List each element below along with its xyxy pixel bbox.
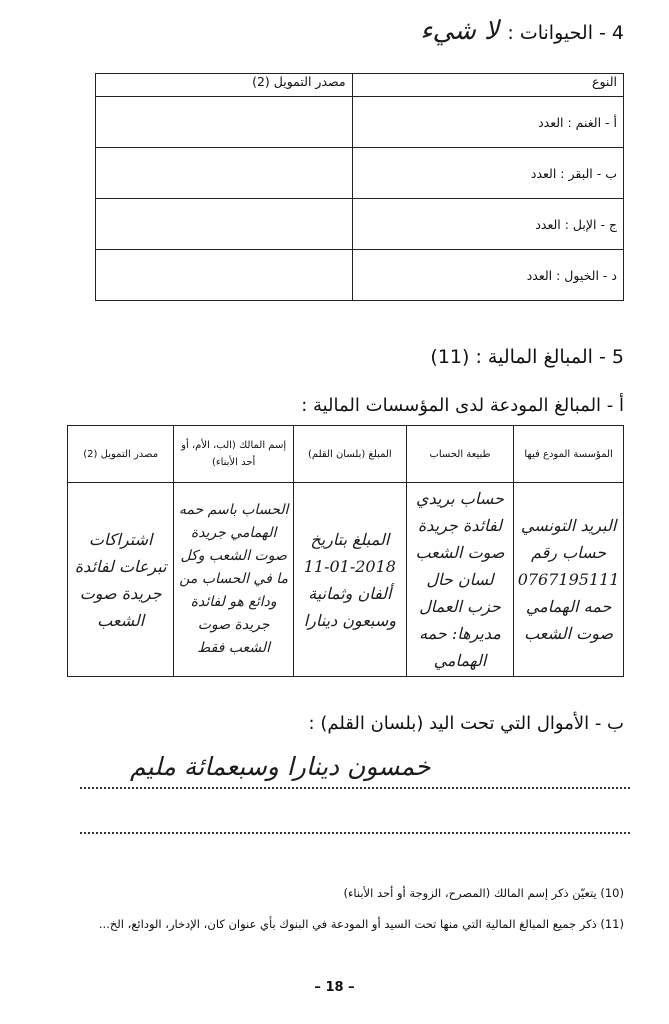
deposits-col-funding: مصدر التمويل (2) [68,426,174,483]
animals-row-camels [96,199,624,250]
animals-col-funding: مصدر التمويل (2) [96,74,353,97]
animals-col-type: النوع [352,74,623,97]
animals-funding-sheep [96,97,353,148]
deposits-table [67,425,624,677]
animals-type-camels: ج - الإبل : العدد [352,199,623,250]
deposit-owner-cell: الحساب باسم حمه الهمامي جريدة صوت الشعب وكل ما في الحساب من ودائع هو لفائدة جريدة صوت الشعب فقط [174,483,294,677]
deposits-col-amount: المبلغ (بلسان القلم) [293,426,406,483]
deposits-heading: أ - المبالغ المودعة لدى المؤسسات المالية : [301,395,624,416]
cash-value-handwritten: خمسون دينارا وسبعمائة مليم [130,752,431,781]
deposit-funding-cell: اشتراكات تبرعات لفائدة جريدة صوت الشعب [68,483,174,677]
deposits-row [68,483,624,677]
animals-row-cows [96,148,624,199]
animals-type-horses: د - الخيول : العدد [352,250,623,301]
animals-type-cows: ب - البقر : العدد [352,148,623,199]
page-number: – 18 – [314,980,355,995]
deposit-amount-cell: المبلغ بتاريخ 2018-01-11 ألفان وثمانية وسبعون دينارا [293,483,406,677]
deposits-col-institution: المؤسسة المودع فيها [514,426,624,483]
animals-row-sheep [96,97,624,148]
deposit-institution-cell: البريد التونسي حساب رقم 0767195111 حمه الهمامي صوت الشعب [514,483,624,677]
animals-table [95,73,624,301]
footnote-11: (11) ذكر جميع المبالغ المالية التي منها تحت السيد أو المودعة في البنوك بأي عنوان كان، الإدخار، الودائع، الخ... [98,917,624,931]
animals-type-sheep: أ - الغنم : العدد [352,97,623,148]
money-section-heading: 5 - المبالغ المالية : (11) [430,346,624,368]
deposits-col-account-type: طبيعة الحساب [406,426,513,483]
deposit-account-type-cell: حساب بريدي لفائدة جريدة صوت الشعب لسان حال حزب العمال مديرها: حمه الهمامي [406,483,513,677]
cash-heading: ب - الأموال التي تحت اليد (بلسان القلم) : [308,713,624,734]
cash-dotted-line-2 [80,832,630,834]
animals-header-row [96,74,624,97]
animals-handwritten-note: لا شيء [420,16,499,46]
deposits-header-row [68,426,624,483]
animals-funding-horses [96,250,353,301]
animals-section-heading: 4 - الحيوانات : [507,22,624,44]
footnote-10: (10) يتعيّن ذكر إسم المالك (المصرح، الزوجة أو أحد الأبناء) [343,886,624,900]
deposits-col-owner: إسم المالك (الب، الأم، أو أحد الأبناء) [174,426,294,483]
animals-funding-cows [96,148,353,199]
animals-funding-camels [96,199,353,250]
animals-row-horses [96,250,624,301]
cash-dotted-line-1 [80,787,630,789]
